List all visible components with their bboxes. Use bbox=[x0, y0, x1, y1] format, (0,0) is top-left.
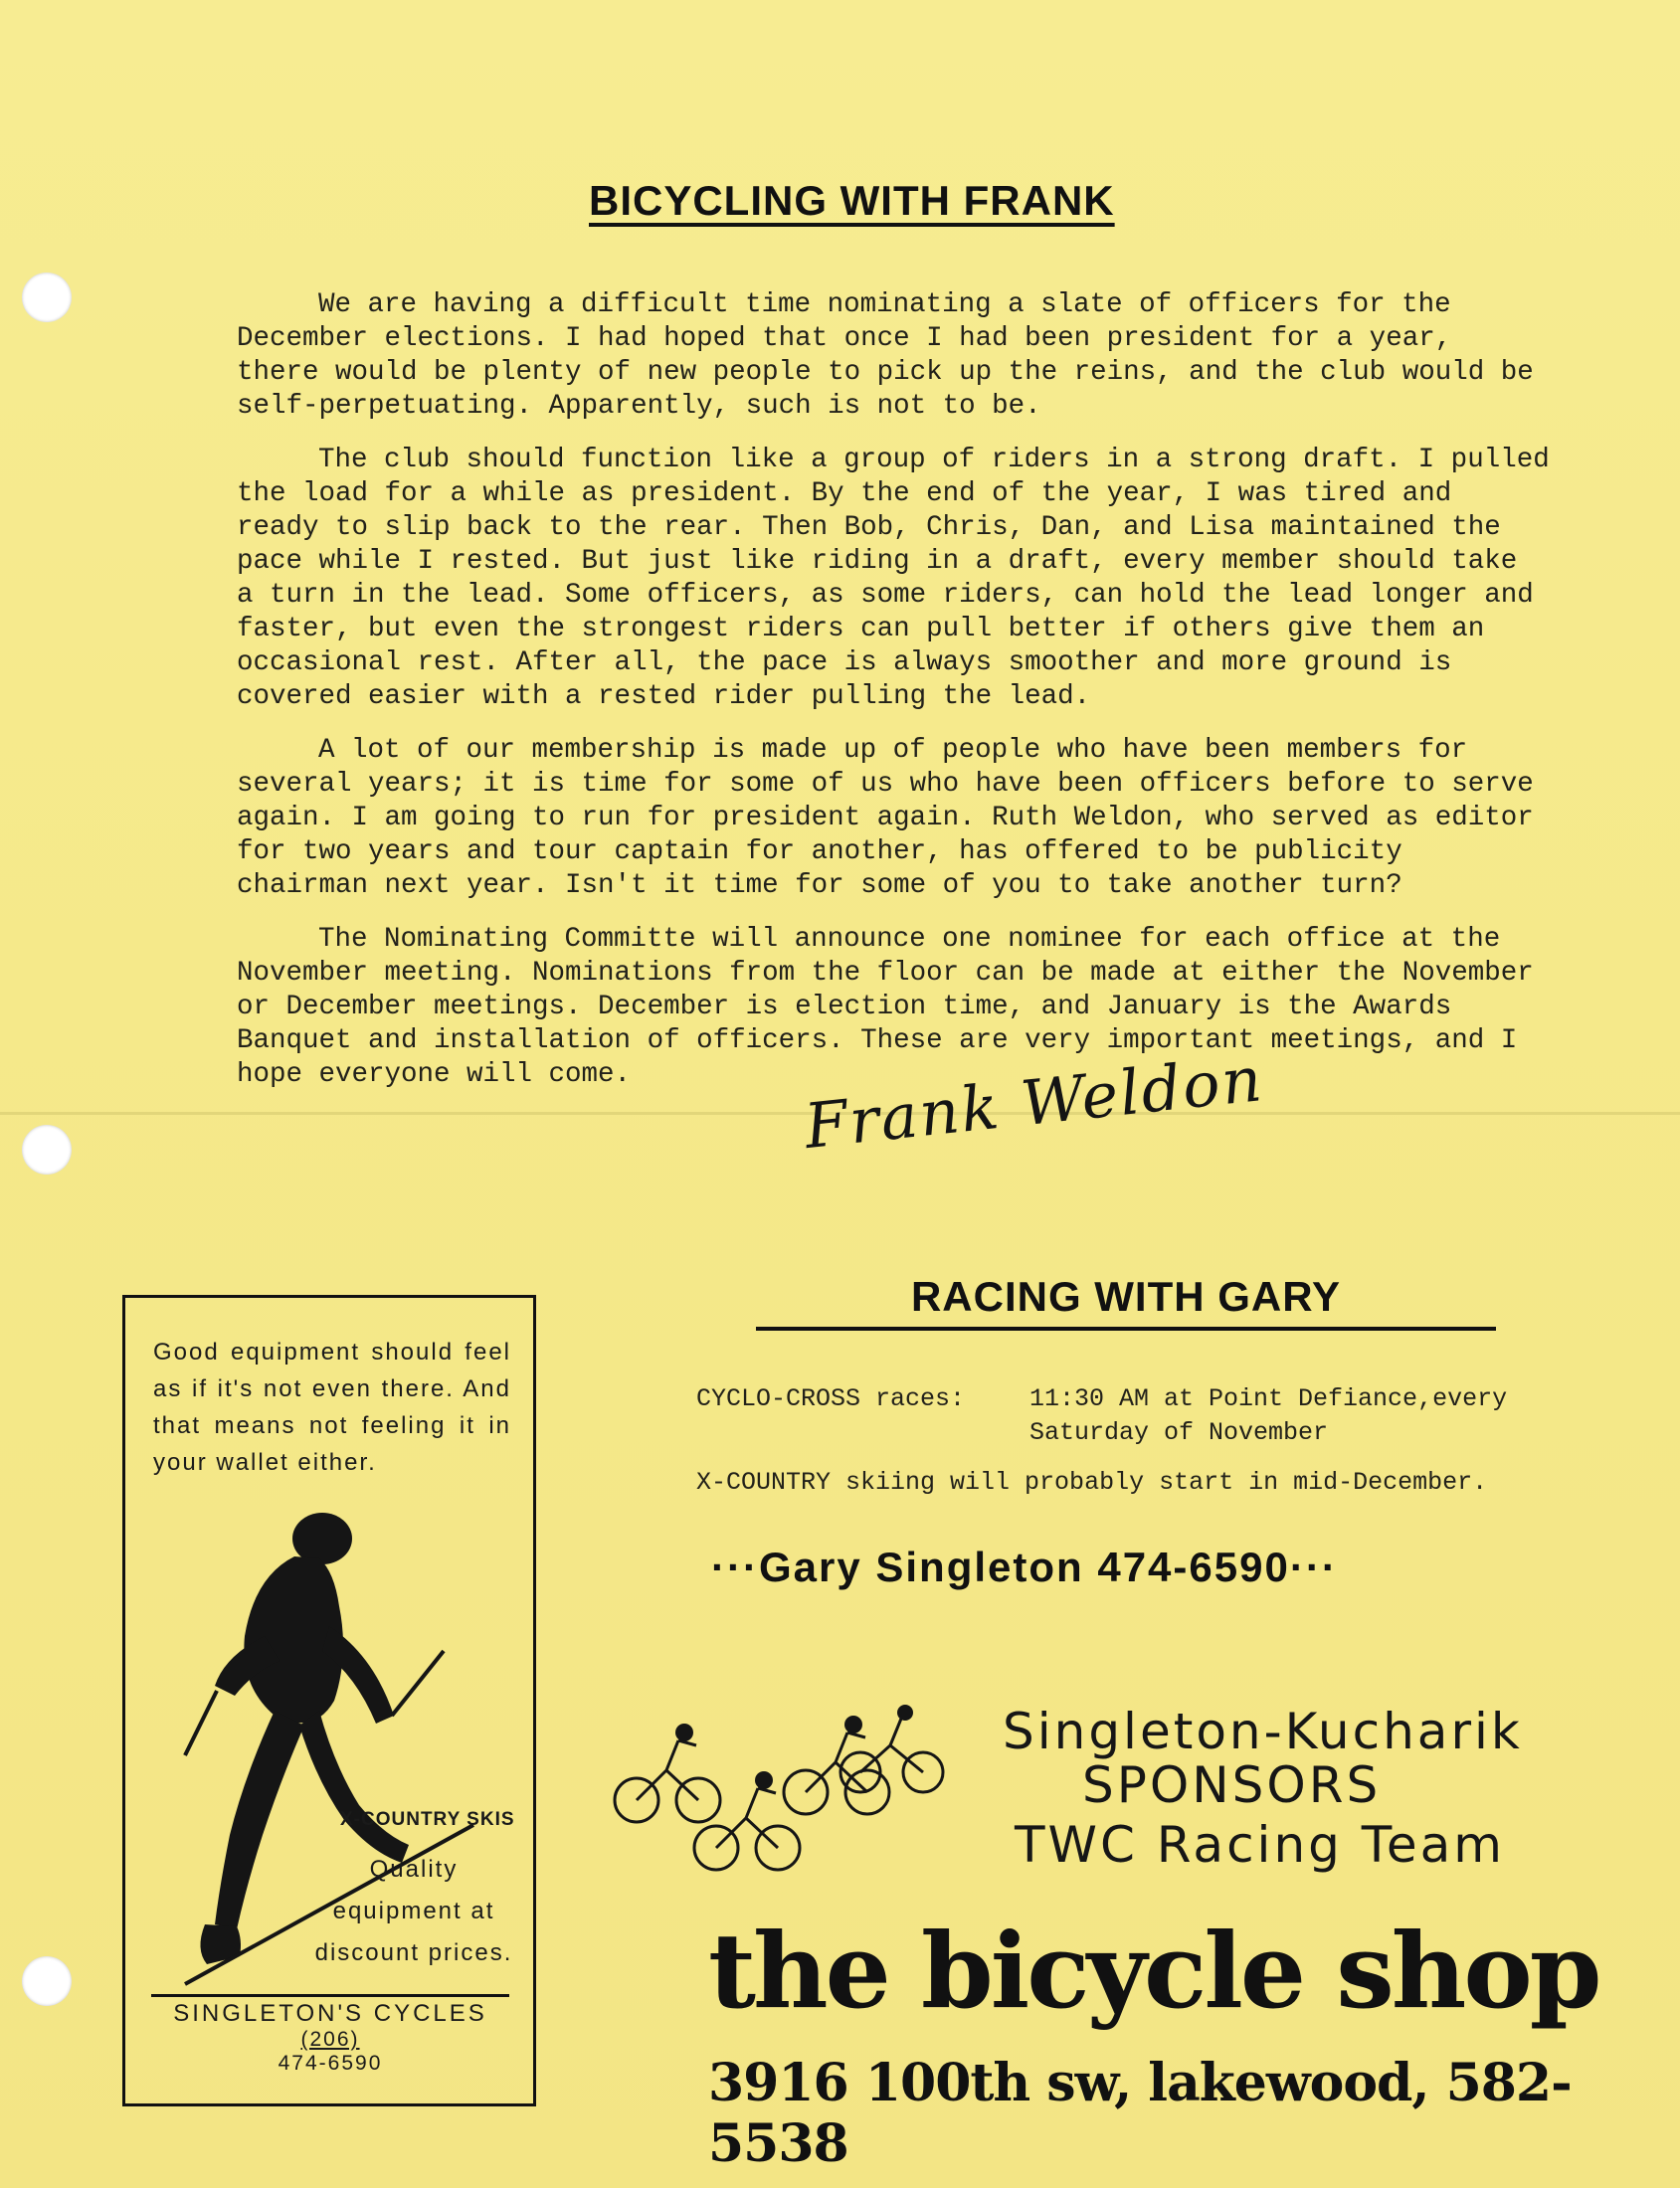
frank-letter bbox=[237, 288, 1550, 1112]
ad-shop-name: SINGLETON'S CYCLES bbox=[151, 1994, 509, 2029]
ad-skis-label: X-COUNTRY SKIS bbox=[340, 1809, 515, 1830]
bicycle-shop-title: the bicycle shop bbox=[708, 1910, 1599, 2032]
sponsor-line-1: Singleton-Kucharik bbox=[1003, 1703, 1523, 1760]
ad-area-code: (206) bbox=[300, 2028, 360, 2051]
letter-paragraph: We are having a difficult time nominating a slate of officers for the December elections. I had hoped that once I had been president for a year, there would be plenty of new people to pick up the reins, and the club would be self-perpetuating. Apparently, such is not to be. bbox=[237, 289, 1534, 422]
cyclists-illustration bbox=[607, 1701, 945, 1880]
letter-paragraph: The club should function like a group of riders in a strong draft. I pulled the load for a while as president. By the end of the year, I was tired and ready to slip back to the rear. Then Bob, Chris, Dan, and Lisa maintained the pace while I rested. But just like riding in a draft, every member should take a turn in the lead. Some officers, as some riders, can hold the lead longer and faster, but even the strongest riders can pull better if others give them an occasional rest. After all, the pace is always smoother and more ground is covered easier with a rested rider pulling the lead. bbox=[237, 445, 1550, 712]
letter-paragraph: A lot of our membership is made up of people who have been members for several years; it is time for some of us who have been officers before to serve again. I am going to run for president again. Ruth Weldon, who served as editor for two years and tour captain for another, has offered to be publicity chairman next year. Isn't it time for some of you to take another turn? bbox=[237, 735, 1534, 901]
x-country-note: X-COUNTRY skiing will probably start in mid-December. bbox=[696, 1468, 1488, 1497]
punch-hole-bottom bbox=[22, 1956, 72, 2006]
bicycle-shop-address: 3916 100th sw, lakewood, 582-5538 bbox=[708, 2053, 1572, 2174]
ad-tagline: Good equipment should feel as if it's not even there. And that means not feeling it in your wallet either. bbox=[153, 1339, 511, 1476]
singletons-ad bbox=[122, 1295, 536, 2106]
frank-signature: Frank Weldon bbox=[801, 1042, 1267, 1163]
punch-hole-top bbox=[22, 273, 72, 322]
cyclo-cross-schedule: Saturday of November bbox=[1029, 1418, 1329, 1447]
frank-title: BICYCLING WITH FRANK bbox=[589, 177, 1115, 224]
punch-hole-middle bbox=[22, 1125, 72, 1175]
letter-paragraph: The Nominating Committe will announce one nominee for each office at the November meeting. Nominations from the floor can be made at either the November or December meetings. December is election time, and January is the Awards Banquet and installation of officers. These are very important meetings, and I hope everyone will come. bbox=[237, 924, 1534, 1090]
ad-phone: 474-6590 bbox=[278, 2052, 383, 2075]
sponsor-line-3: TWC Racing Team bbox=[1015, 1816, 1505, 1874]
sponsor-line-2: SPONSORS bbox=[1082, 1756, 1382, 1814]
racing-title: RACING WITH GARY bbox=[756, 1273, 1496, 1331]
cyclo-cross-label: CYCLO-CROSS races: bbox=[696, 1384, 966, 1413]
cyclo-cross-time: 11:30 AM at Point Defiance,every bbox=[1029, 1384, 1508, 1413]
gary-contact: ···Gary Singleton 474-6590··· bbox=[711, 1544, 1338, 1590]
ad-quality-text: Quality equipment at discount prices. bbox=[314, 1856, 513, 1966]
